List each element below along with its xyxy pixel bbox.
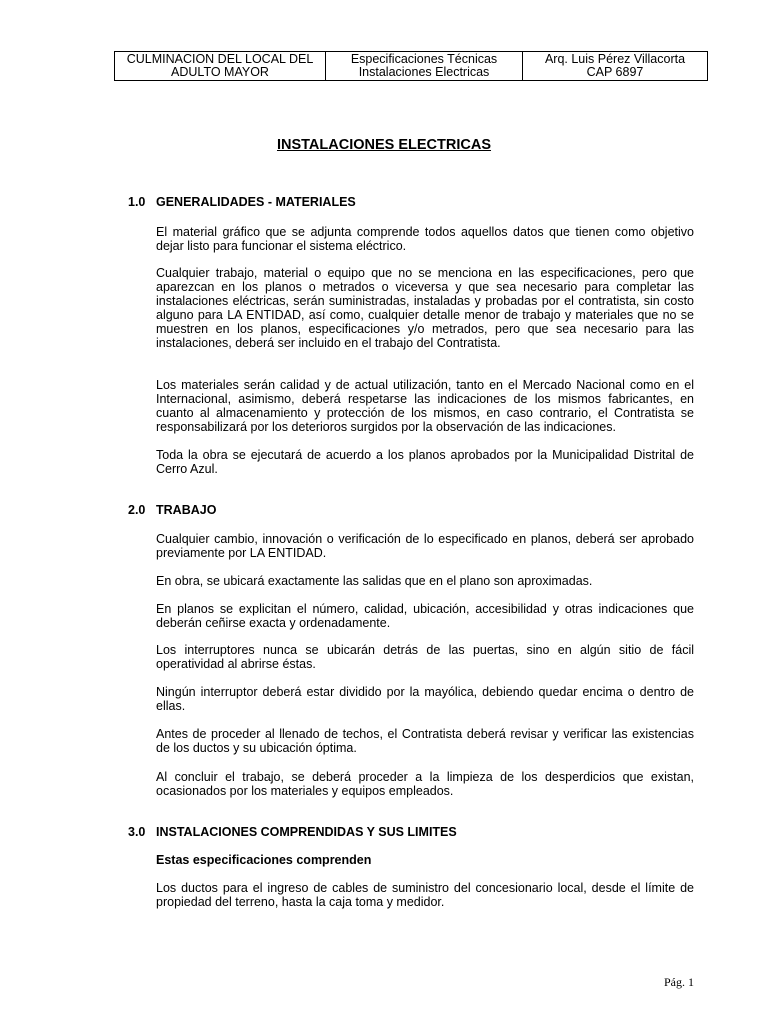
paragraph-2-3: En planos se explicitan el número, calidad, ubicación, accesibilidad y otras indicaciones que deberán ceñirse exacta y ordenadamente.	[156, 602, 694, 630]
paragraph-2-4: Los interruptores nunca se ubicarán detrás de las puertas, sino en algún sitio de fácil operatividad al abrirse éstas.	[156, 643, 694, 671]
header-project-cell	[115, 52, 326, 81]
paragraph-1-1: El material gráfico que se adjunta comprende todos aquellos datos que tienen como objetivo dejar listo para funcionar el sistema eléctrico.	[156, 225, 694, 253]
section-number: 2.0	[128, 503, 146, 517]
paragraph-1-3: Los materiales serán calidad y de actual utilización, tanto en el Mercado Nacional como en el Internacional, asimismo, deberá respetarse las indicaciones de los mismos fabricantes, en cuanto al almacenamiento y protección de los mismos, en caso contrario, el Contratista se responsabilizará por los deterioros surgidos por la observación de las indicaciones.	[156, 378, 694, 434]
section-heading-2	[128, 503, 216, 517]
header-spec-line-2: Instalaciones Electricas	[358, 65, 490, 79]
header-author-line-2: CAP 6897	[586, 65, 644, 79]
paragraph-2-6: Antes de proceder al llenado de techos, el Contratista deberá revisar y verificar las existencias de los ductos y su ubicación óptima.	[156, 727, 694, 755]
paragraph-1-4: Toda la obra se ejecutará de acuerdo a los planos aprobados por la Municipalidad Distrital de Cerro Azul.	[156, 448, 694, 476]
header-author-line-1: Arq. Luis Pérez Villacorta	[544, 52, 686, 66]
header-spec-line-1: Especificaciones Técnicas	[350, 52, 498, 66]
section-heading-1	[128, 195, 356, 209]
paragraph-2-1: Cualquier cambio, innovación o verificación de lo especificado en planos, deberá ser aprobado previamente por LA ENTIDAD.	[156, 532, 694, 560]
section-title: INSTALACIONES COMPRENDIDAS Y SUS LIMITES	[156, 825, 457, 839]
page-number: Pág. 1	[664, 975, 694, 989]
paragraph-2-7: Al concluir el trabajo, se deberá proceder a la limpieza de los desperdicios que existan, ocasionados por los materiales y equipos empleados.	[156, 770, 694, 798]
section-title: TRABAJO	[156, 503, 217, 517]
section-number: 3.0	[128, 825, 146, 839]
header-author-cell	[523, 52, 708, 81]
paragraph-3-1: Los ductos para el ingreso de cables de suministro del concesionario local, desde el límite de propiedad del terreno, hasta la caja toma y medidor.	[156, 881, 694, 909]
document-title: INSTALACIONES ELECTRICAS	[276, 137, 492, 153]
section-number: 1.0	[128, 195, 146, 209]
paragraph-2-2: En obra, se ubicará exactamente las salidas que en el plano son aproximadas.	[156, 574, 593, 588]
header-project-line-2: ADULTO MAYOR	[171, 65, 269, 79]
header-spec-cell	[326, 52, 523, 81]
section-title: GENERALIDADES - MATERIALES	[156, 195, 356, 209]
paragraph-1-2: Cualquier trabajo, material o equipo que no se menciona en las especificaciones, pero que aparezcan en los planos o metrados o viceversa y que sea necesario para completar las instalaciones eléctricas, serán suministradas, instaladas y probadas por el contratista, sin costo alguno para LA ENTIDAD, así como, cualquier detalle menor de trabajo y materiales que no se muestren en los planos, especificaciones y/o metrados, pero que sea necesario para las instalaciones, deberá ser incluido en el trabajo del Contratista.	[156, 266, 694, 350]
section-heading-3	[128, 825, 457, 839]
paragraph-2-5: Ningún interruptor deberá estar dividido por la mayólica, debiendo quedar encima o dentro de ellas.	[156, 685, 694, 713]
document-header-table	[114, 51, 708, 81]
section-subheading: Estas especificaciones comprenden	[156, 853, 372, 867]
header-project-line-1: CULMINACION DEL LOCAL DEL	[126, 52, 314, 66]
